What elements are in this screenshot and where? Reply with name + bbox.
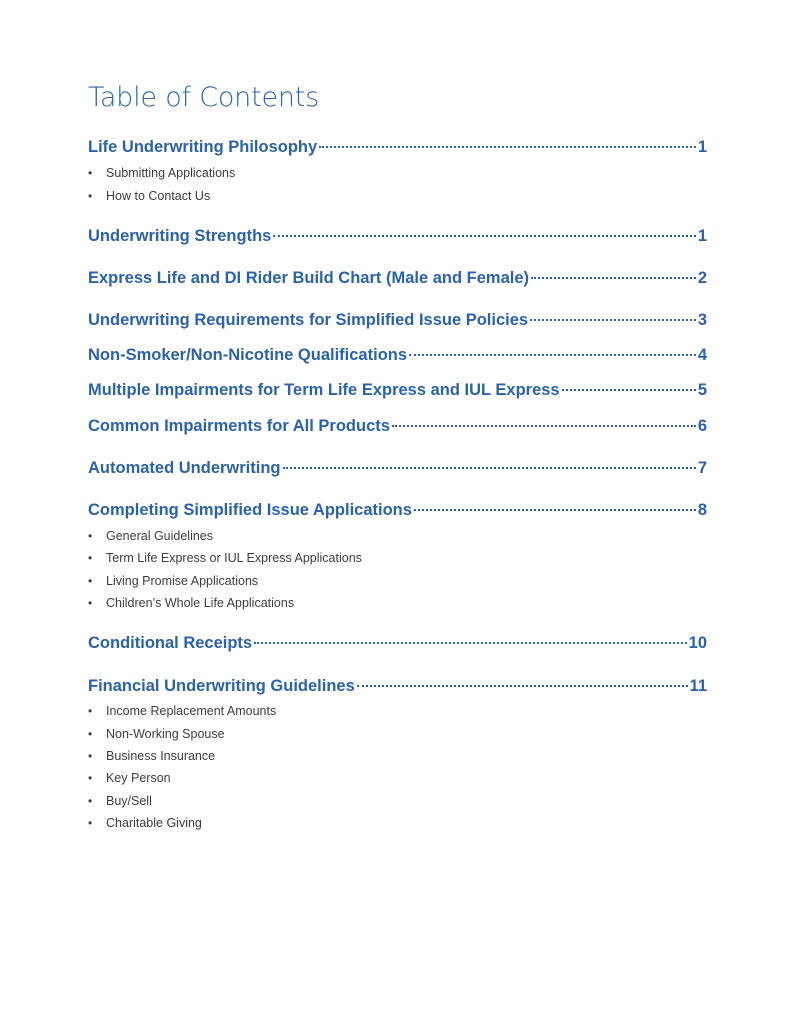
- dot-leader: [319, 146, 696, 148]
- toc-subitem[interactable]: • Charitable Giving: [88, 816, 202, 830]
- toc-entry-life-underwriting-philosophy[interactable]: [88, 136, 707, 158]
- bullet-icon: •: [88, 529, 93, 543]
- toc-entry-label: Non-Smoker/Non-Nicotine Qualifications: [88, 346, 408, 364]
- toc-subitem[interactable]: • Income Replacement Amounts: [88, 704, 277, 718]
- toc-page-number: 10: [688, 634, 707, 652]
- toc-entry-common-impairments[interactable]: [88, 415, 707, 437]
- dot-leader: [409, 354, 696, 356]
- toc-subitem[interactable]: • Children’s Whole Life Applications: [88, 596, 295, 610]
- toc-entry-label: Automated Underwriting: [88, 459, 281, 477]
- dot-leader: [531, 277, 696, 279]
- toc-entry-label: Underwriting Strengths: [88, 227, 272, 245]
- toc-subitem[interactable]: • Buy/Sell: [88, 794, 152, 808]
- toc-page-number: 1: [697, 138, 707, 156]
- toc-entry-underwriting-requirements[interactable]: [88, 309, 707, 331]
- toc-page-number: 8: [697, 501, 707, 519]
- dot-leader: [283, 467, 696, 469]
- toc-entry-automated-underwriting[interactable]: [88, 457, 707, 479]
- bullet-icon: •: [88, 771, 93, 785]
- toc-entry-label: Common Impairments for All Products: [88, 417, 390, 435]
- dot-leader: [392, 425, 696, 427]
- toc-subitem[interactable]: • Business Insurance: [88, 749, 216, 763]
- toc-entry-label: Conditional Receipts: [88, 634, 253, 652]
- toc-page-number: 1: [697, 227, 707, 245]
- bullet-icon: •: [88, 704, 93, 718]
- toc-entry-multiple-impairments[interactable]: [88, 379, 707, 401]
- dot-leader: [562, 389, 696, 391]
- dot-leader: [254, 642, 687, 644]
- toc-subitem[interactable]: • Non-Working Spouse: [88, 727, 225, 741]
- toc-entry-label: Express Life and DI Rider Build Chart (Male and Female): [88, 269, 530, 287]
- bullet-icon: •: [88, 189, 93, 203]
- dot-leader: [357, 685, 688, 687]
- bullet-icon: •: [88, 166, 93, 180]
- toc-entry-financial-underwriting-guidelines[interactable]: [88, 675, 707, 697]
- page-title: Table of Contents: [88, 82, 320, 113]
- toc-subitem[interactable]: • Living Promise Applications: [88, 574, 259, 588]
- dot-leader: [530, 319, 696, 321]
- dot-leader: [273, 235, 695, 237]
- toc-entry-label: Completing Simplified Issue Applications: [88, 501, 412, 519]
- toc-subitem[interactable]: • Term Life Express or IUL Express Applications: [88, 551, 362, 565]
- toc-entry-label: Underwriting Requirements for Simplified Issue Policies: [88, 311, 529, 329]
- bullet-icon: •: [88, 596, 93, 610]
- bullet-icon: •: [88, 749, 93, 763]
- toc-entry-non-smoker-qualifications[interactable]: [88, 344, 707, 366]
- toc-entry-label: Financial Underwriting Guidelines: [88, 677, 355, 695]
- toc-entry-conditional-receipts[interactable]: [88, 632, 707, 654]
- toc-subitem[interactable]: • General Guidelines: [88, 529, 214, 543]
- toc-page-number: 2: [697, 269, 707, 287]
- bullet-icon: •: [88, 816, 93, 830]
- toc-page-number: 4: [697, 346, 707, 364]
- toc-subitem[interactable]: • Submitting Applications: [88, 166, 236, 180]
- bullet-icon: •: [88, 794, 93, 808]
- toc-entry-underwriting-strengths[interactable]: [88, 225, 707, 247]
- toc-entry-express-life-build-chart[interactable]: [88, 267, 707, 289]
- toc-subitem[interactable]: • Key Person: [88, 771, 171, 785]
- toc-page-number: 5: [697, 381, 707, 399]
- toc-entry-label: Life Underwriting Philosophy: [88, 138, 318, 156]
- bullet-icon: •: [88, 574, 93, 588]
- toc-page-number: 7: [697, 459, 707, 477]
- bullet-icon: •: [88, 727, 93, 741]
- bullet-icon: •: [88, 551, 93, 565]
- toc-page-number: 3: [697, 311, 707, 329]
- toc-page-number: 6: [697, 417, 707, 435]
- toc-page-number: 11: [689, 677, 707, 695]
- dot-leader: [414, 509, 696, 511]
- toc-entry-label: Multiple Impairments for Term Life Express and IUL Express: [88, 381, 560, 399]
- toc-entry-completing-simplified-issue[interactable]: [88, 499, 707, 521]
- toc-subitem[interactable]: • How to Contact Us: [88, 189, 211, 203]
